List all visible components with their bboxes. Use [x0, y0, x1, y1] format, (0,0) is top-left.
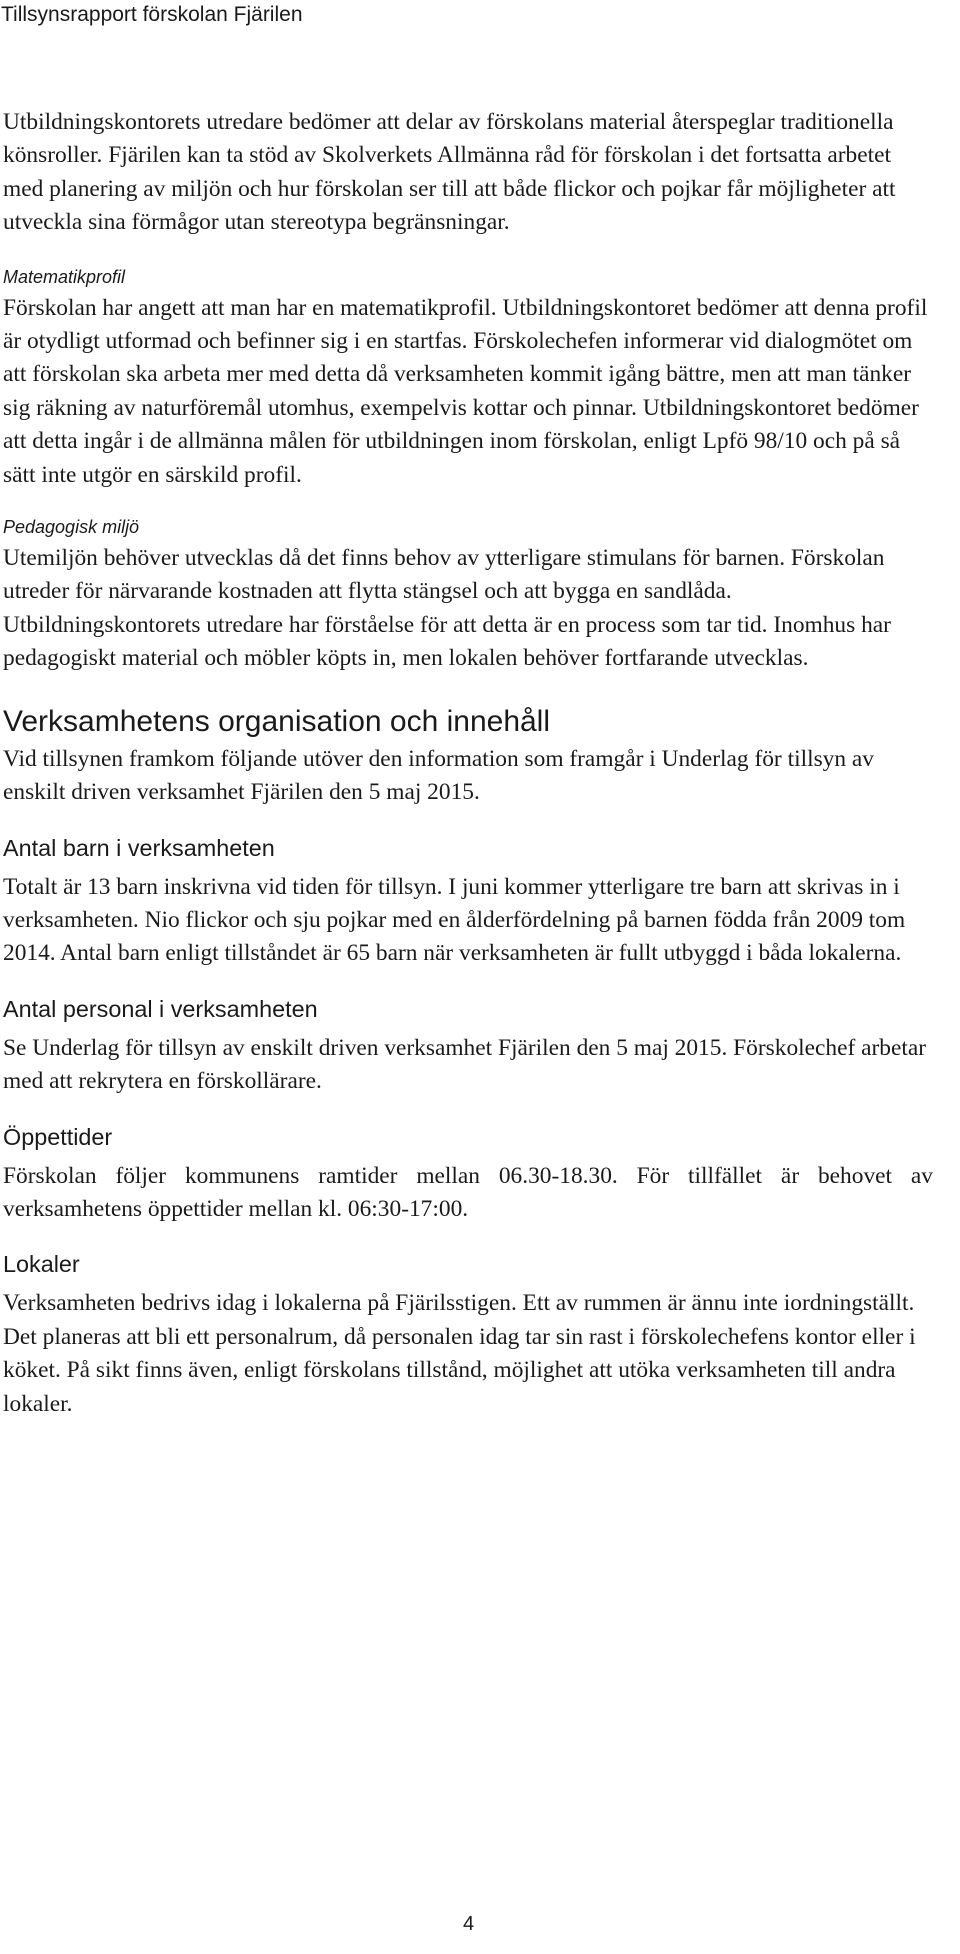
premises-paragraph: Verksamheten bedrivs idag i lokalerna på Fjärilsstigen. Ett av rummen är ännu inte iordningställt. Det planeras att bli ett personalrum, då personalen idag tar sin rast i förskolechefens kontor eller i köket. På sikt finns även, enligt förskolans tillstånd, möjlighet att utöka verksamheten till andra lokaler. [3, 1290, 916, 1417]
organisation-heading: Verksamhetens organisation och innehåll [3, 704, 551, 738]
math-profile-heading: Matematikprofil [3, 266, 126, 287]
staff-count-paragraph: Se Underlag för tillsyn av enskilt driven verksamhet Fjärilen den 5 maj 2015. Förskolechef arbetar med att rekrytera en förskollärare. [3, 1034, 927, 1095]
intro-paragraph: Utbildningskontorets utredare bedömer att delar av förskolans material återspeglar traditionella könsroller. Fjärilen kan ta stöd av Skolverkets Allmänna råd för förskolan i det fortsatta arbetet med planering av miljön och hur förskolan ser till att både flickor och pojkar får möjligheter att utveckla sina förmågor utan stereotypa begränsningar. [3, 109, 896, 236]
document-body [3, 106, 933, 1421]
staff-count-heading: Antal personal i verksamheten [3, 995, 318, 1022]
organisation-paragraph: Vid tillsynen framkom följande utöver den information som framgår i Underlag för tillsyn av enskilt driven verksamhet Fjärilen den 5 maj 2015. [3, 745, 874, 806]
children-count-paragraph: Totalt är 13 barn inskrivna vid tiden för tillsyn. I juni kommer ytterligare tre barn att skrivas in i verksamheten. Nio flickor och sju pojkar med en ålderfördelning på barnen födda från 2009 tom 2014. Antal barn enligt tillståndet är 65 barn när verksamheten är fullt utbyggd i båda lokalerna. [3, 873, 906, 967]
opening-hours-paragraph: Förskolan följer kommunens ramtider mellan 06.30-18.30. För tillfället är behovet av verksamhetens öppettider mellan kl. 06:30-17:00. [3, 1162, 933, 1222]
opening-hours-heading: Öppettider [3, 1123, 113, 1150]
children-count-heading: Antal barn i verksamheten [3, 834, 275, 861]
page-header-title: Tillsynsrapport förskolan Fjärilen [1, 3, 303, 26]
premises-heading: Lokaler [3, 1251, 80, 1278]
page-number: 4 [463, 1913, 475, 1935]
math-profile-paragraph: Förskolan har angett att man har en matematikprofil. Utbildningskontoret bedömer att denna profil är otydligt utformad och befinner sig i en startfas. Förskolechefen informerar vid dialogmötet om att förskolan ska arbeta mer med detta då verksamheten kommit igång bättre, men att man tänker sig räkning av naturföremål utomhus, exempelvis kottar och pinnar. Utbildningskontoret bedömer att detta ingår i de allmänna målen för utbildningen inom förskolan, enligt Lpfö 98/10 och på så sätt inte utgör en särskild profil. [3, 294, 928, 488]
pedagogic-environment-paragraph: Utemiljön behöver utvecklas då det finns behov av ytterligare stimulans för barnen. Förskolan utreder för närvarande kostnaden att flytta stängsel och att bygga en sandlåda. Utbildningskontorets utredare har förståelse för att detta är en process som tar tid. Inomhus har pedagogiskt material och möbler köpts in, men lokalen behöver fortfarande utvecklas. [3, 545, 891, 672]
pedagogic-environment-heading: Pedagogisk miljö [3, 517, 140, 538]
